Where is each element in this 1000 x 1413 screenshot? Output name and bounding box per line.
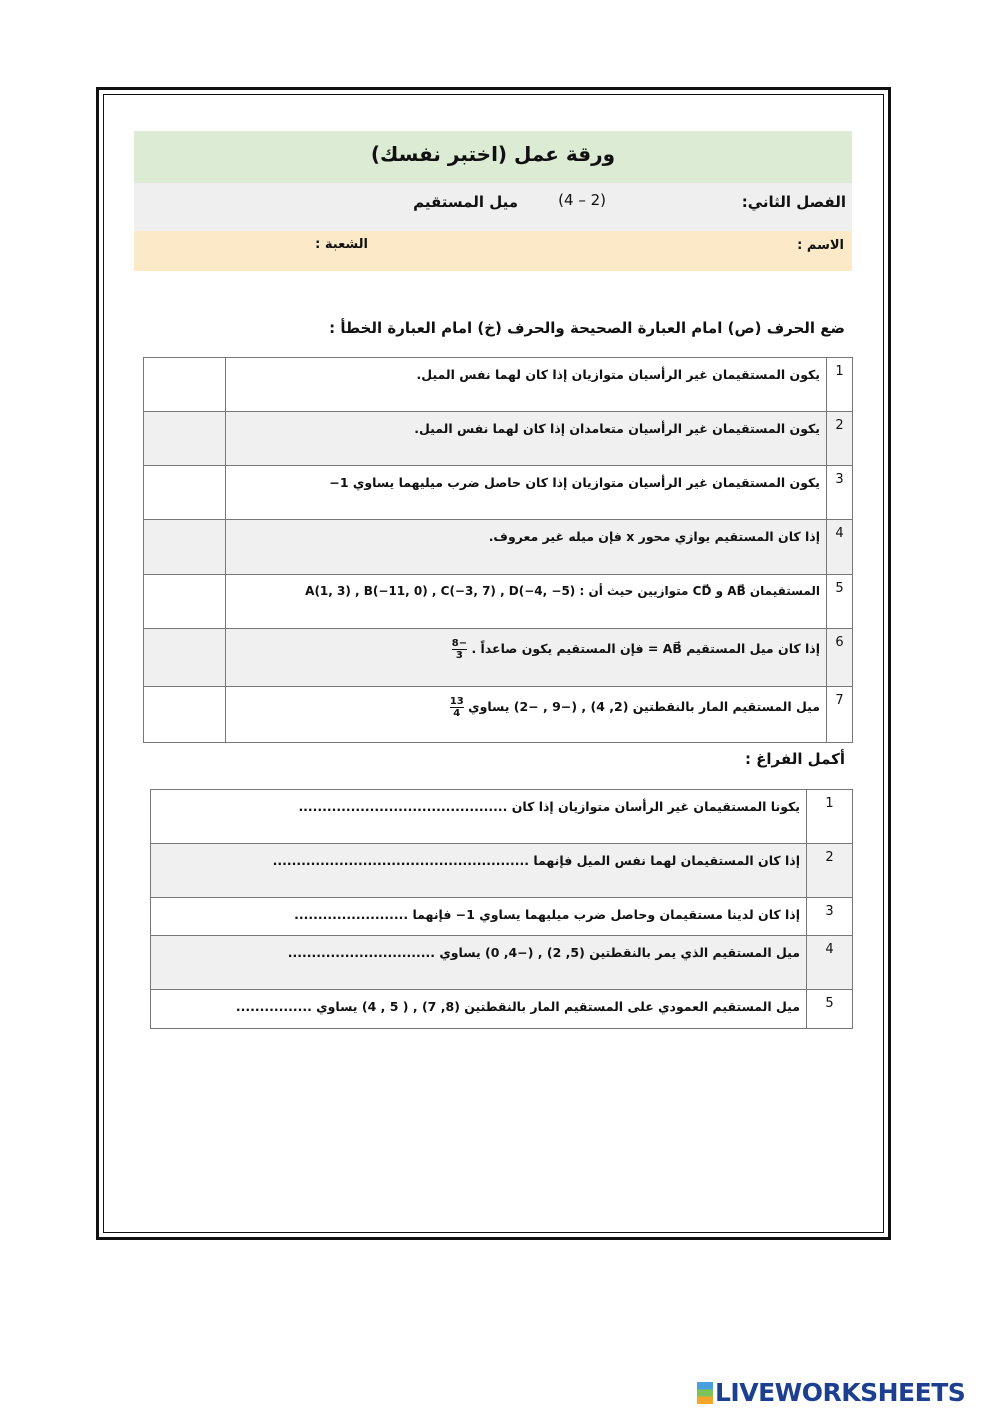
fraction-numerator: −8 [451, 638, 468, 649]
row-number: 7 [827, 687, 853, 743]
answer-cell[interactable] [144, 412, 226, 466]
table-row [151, 936, 853, 990]
statement-text: يكون المستقيمان غير الرأسيان متوازيان إذا كان حاصل ضرب ميليهما يساوي 1− [226, 466, 827, 520]
table-row [151, 898, 853, 936]
fraction-denominator: 4 [450, 707, 464, 719]
name-band [134, 231, 852, 271]
row-number: 5 [827, 575, 853, 629]
fraction-numerator: 13 [449, 696, 464, 707]
table-row [144, 575, 853, 629]
blank-statement[interactable]: إذا كان لدينا مستقيمان وحاصل ضرب ميليهما يساوي 1− فإنهما ........................ [151, 898, 807, 936]
chapter-band [134, 183, 852, 231]
statement-cell [226, 629, 827, 687]
blank-statement[interactable]: ميل المستقيم العمودي على المستقيم المار بالنقطتين (8, 7) , ( 5 , 4) يساوي ................ [151, 990, 807, 1029]
statement-text: المستقيمان AB⃗ و CD⃗ متوازيين حيث أن : A(1, 3) , B(−11, 0) , C(−3, 7) , D(−4, −5) [226, 575, 827, 629]
lesson-title: ميل المستقيم [413, 193, 518, 211]
table-row [144, 520, 853, 575]
row-number: 2 [807, 844, 853, 898]
answer-cell[interactable] [144, 358, 226, 412]
lesson-number: (4 – 2) [558, 191, 606, 209]
blank-statement[interactable]: يكونا المستقيمان غير الرأسان متوازيان إذا كان ............................................ [151, 790, 807, 844]
worksheet-title-band [134, 131, 852, 183]
slope-fraction [450, 696, 464, 719]
row-number: 4 [807, 936, 853, 990]
liveworksheets-logo[interactable] [697, 1377, 965, 1409]
blank-statement[interactable]: إذا كان المستقيمان لهما نفس الميل فإنهما ...................................................... [151, 844, 807, 898]
row-number: 1 [827, 358, 853, 412]
statement-text: إذا كان ميل المستقيم AB⃗ = فإن المستقيم يكون صاعداً . [471, 641, 820, 656]
table-row [144, 466, 853, 520]
blank-statement[interactable]: ميل المستقيم الذي يمر بالنقطتين (5, 2) , (−4, 0) يساوي ............................... [151, 936, 807, 990]
table-row [144, 412, 853, 466]
answer-cell[interactable] [144, 520, 226, 575]
answer-cell[interactable] [144, 466, 226, 520]
logo-icon [697, 1382, 713, 1404]
table-row [151, 990, 853, 1029]
table-row [144, 358, 853, 412]
table-row [144, 629, 853, 687]
fraction-denominator: 3 [452, 649, 467, 661]
row-number: 6 [827, 629, 853, 687]
row-number: 3 [827, 466, 853, 520]
table-row [151, 790, 853, 844]
row-number: 1 [807, 790, 853, 844]
section-label: الشعبة : [315, 237, 368, 252]
chapter-label: الفصل الثاني: [741, 193, 846, 211]
table-row [144, 687, 853, 743]
fill-blank-table [150, 789, 853, 1029]
answer-cell[interactable] [144, 629, 226, 687]
fill-blank-instruction: أكمل الفراغ : [744, 750, 845, 768]
row-number: 4 [827, 520, 853, 575]
statement-cell [226, 687, 827, 743]
true-false-table [143, 357, 853, 743]
row-number: 3 [807, 898, 853, 936]
answer-cell[interactable] [144, 687, 226, 743]
logo-text: LIVEWORKSHEETS [715, 1378, 966, 1407]
row-number: 5 [807, 990, 853, 1029]
answer-cell[interactable] [144, 575, 226, 629]
name-label: الاسم : [797, 238, 844, 253]
slope-fraction [452, 638, 467, 661]
true-false-instruction: ضع الحرف (ص) امام العبارة الصحيحة والحرف (خ) امام العبارة الخطأ : [329, 319, 845, 337]
row-number: 2 [827, 412, 853, 466]
worksheet-title: ورقة عمل (اختبر نفسك) [370, 142, 616, 166]
statement-text: يكون المستقيمان غير الرأسيان متعامدان إذا كان لهما نفس الميل. [226, 412, 827, 466]
statement-text: يكون المستقيمان غير الرأسيان متوازيان إذا كان لهما نفس الميل. [226, 358, 827, 412]
statement-text: إذا كان المستقيم يوازي محور x فإن ميله غير معروف. [226, 520, 827, 575]
statement-text: ميل المستقيم المار بالنقطتين (2, 4) , (−9 , −2) يساوي [468, 699, 820, 714]
table-row [151, 844, 853, 898]
